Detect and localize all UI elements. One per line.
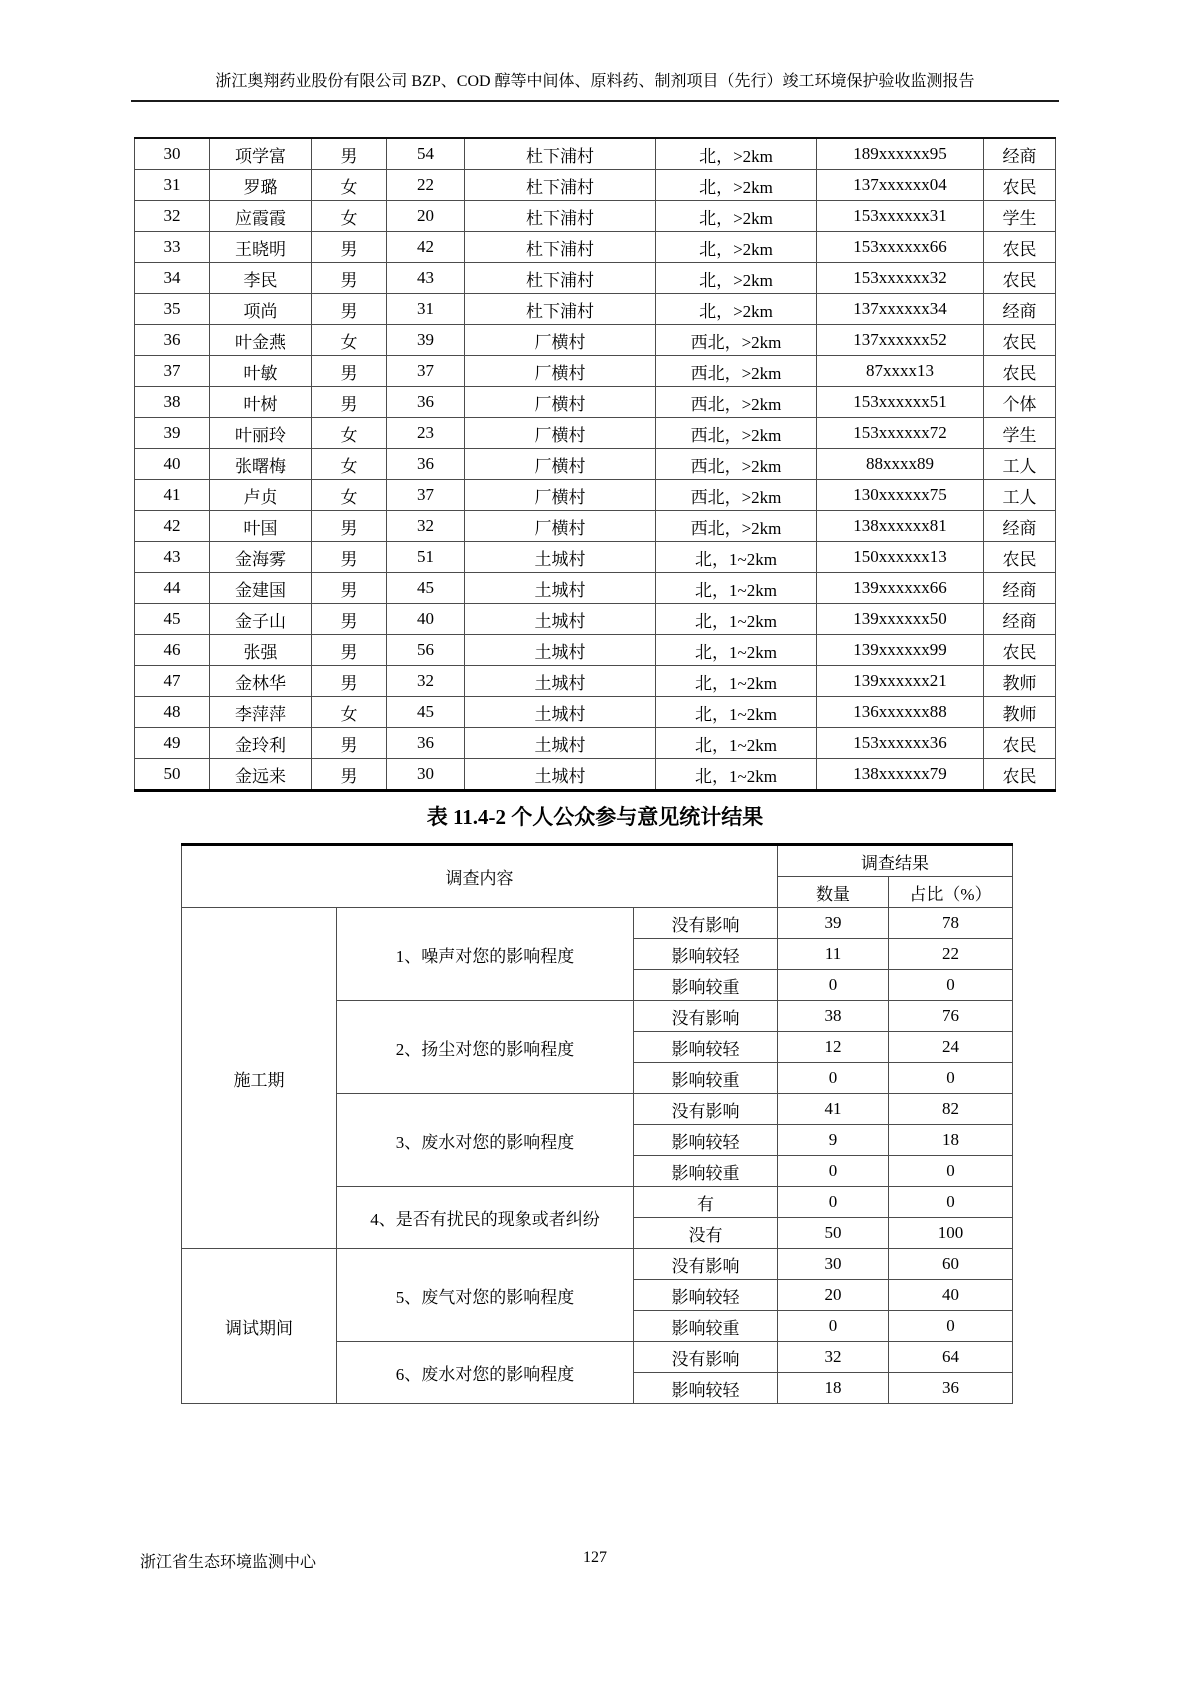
- cell-number: 30: [135, 138, 210, 170]
- cell-option: 影响较重: [634, 970, 778, 1001]
- cell-phone: 153xxxxxx51: [817, 387, 984, 418]
- cell-percent: 76: [889, 1001, 1013, 1032]
- table-row: [135, 635, 1056, 666]
- cell-gender: 男: [312, 759, 387, 791]
- cell-option: 影响较重: [634, 1311, 778, 1342]
- cell-count: 41: [778, 1094, 889, 1125]
- cell-direction-distance: 北，>2km: [656, 263, 817, 294]
- table-row: [135, 604, 1056, 635]
- cell-phone: 189xxxxxx95: [817, 138, 984, 170]
- cell-occupation: 农民: [984, 542, 1056, 573]
- cell-number: 39: [135, 418, 210, 449]
- cell-occupation: 农民: [984, 759, 1056, 791]
- cell-option: 影响较重: [634, 1156, 778, 1187]
- participants-table: [134, 137, 1056, 792]
- cell-name: 应霞霞: [210, 201, 312, 232]
- cell-age: 36: [387, 449, 465, 480]
- cell-number: 46: [135, 635, 210, 666]
- cell-age: 42: [387, 232, 465, 263]
- footer-organization: 浙江省生态环境监测中心: [140, 1554, 317, 1571]
- cell-count: 30: [778, 1249, 889, 1280]
- cell-village: 厂横村: [465, 418, 656, 449]
- cell-phone: 153xxxxxx31: [817, 201, 984, 232]
- cell-count: 11: [778, 939, 889, 970]
- cell-direction-distance: 北，>2km: [656, 201, 817, 232]
- cell-occupation: 经商: [984, 294, 1056, 325]
- cell-name: 金林华: [210, 666, 312, 697]
- cell-gender: 男: [312, 542, 387, 573]
- cell-name: 金子山: [210, 604, 312, 635]
- cell-phone: 137xxxxxx34: [817, 294, 984, 325]
- cell-number: 42: [135, 511, 210, 542]
- cell-name: 李民: [210, 263, 312, 294]
- cell-count: 0: [778, 970, 889, 1001]
- cell-count: 12: [778, 1032, 889, 1063]
- cell-occupation: 学生: [984, 201, 1056, 232]
- table-row: [135, 325, 1056, 356]
- cell-number: 43: [135, 542, 210, 573]
- cell-name: 李萍萍: [210, 697, 312, 728]
- table-row: [135, 728, 1056, 759]
- cell-gender: 男: [312, 666, 387, 697]
- cell-age: 39: [387, 325, 465, 356]
- cell-option: 影响较重: [634, 1063, 778, 1094]
- cell-number: 47: [135, 666, 210, 697]
- cell-percent: 64: [889, 1342, 1013, 1373]
- cell-percent: 82: [889, 1094, 1013, 1125]
- cell-phone: 153xxxxxx72: [817, 418, 984, 449]
- cell-name: 叶树: [210, 387, 312, 418]
- cell-count: 0: [778, 1156, 889, 1187]
- cell-count: 50: [778, 1218, 889, 1249]
- cell-direction-distance: 西北，>2km: [656, 449, 817, 480]
- cell-gender: 女: [312, 480, 387, 511]
- survey-table-body: [182, 908, 1013, 1404]
- cell-percent: 0: [889, 1063, 1013, 1094]
- cell-phone: 153xxxxxx36: [817, 728, 984, 759]
- cell-occupation: 经商: [984, 138, 1056, 170]
- cell-village: 杜下浦村: [465, 263, 656, 294]
- cell-phone: 139xxxxxx66: [817, 573, 984, 604]
- cell-age: 23: [387, 418, 465, 449]
- cell-count: 0: [778, 1187, 889, 1218]
- cell-name: 金远来: [210, 759, 312, 791]
- cell-percent: 40: [889, 1280, 1013, 1311]
- cell-village: 杜下浦村: [465, 294, 656, 325]
- survey-header-result: 调查结果: [778, 845, 1013, 877]
- cell-phone: 150xxxxxx13: [817, 542, 984, 573]
- cell-number: 44: [135, 573, 210, 604]
- cell-age: 20: [387, 201, 465, 232]
- cell-direction-distance: 北，1~2km: [656, 604, 817, 635]
- cell-number: 34: [135, 263, 210, 294]
- survey-header-percent: 占比（%）: [889, 877, 1013, 908]
- cell-name: 金海雾: [210, 542, 312, 573]
- survey-table: [181, 843, 1013, 1404]
- cell-gender: 男: [312, 387, 387, 418]
- cell-gender: 女: [312, 170, 387, 201]
- cell-gender: 女: [312, 201, 387, 232]
- cell-age: 30: [387, 759, 465, 791]
- cell-gender: 男: [312, 511, 387, 542]
- cell-question: 4、是否有扰民的现象或者纠纷: [337, 1187, 634, 1249]
- cell-occupation: 农民: [984, 170, 1056, 201]
- cell-direction-distance: 北，1~2km: [656, 542, 817, 573]
- cell-number: 40: [135, 449, 210, 480]
- cell-phone: 153xxxxxx32: [817, 263, 984, 294]
- cell-occupation: 农民: [984, 325, 1056, 356]
- cell-direction-distance: 西北，>2km: [656, 480, 817, 511]
- table-row: [135, 138, 1056, 170]
- cell-percent: 0: [889, 1156, 1013, 1187]
- cell-occupation: 农民: [984, 356, 1056, 387]
- table-row: [135, 759, 1056, 791]
- cell-gender: 男: [312, 294, 387, 325]
- cell-name: 项学富: [210, 138, 312, 170]
- survey-table-head: [182, 845, 1013, 908]
- cell-phone: 139xxxxxx50: [817, 604, 984, 635]
- cell-percent: 18: [889, 1125, 1013, 1156]
- cell-question: 6、废水对您的影响程度: [337, 1342, 634, 1404]
- cell-phone: 130xxxxxx75: [817, 480, 984, 511]
- cell-name: 金玲利: [210, 728, 312, 759]
- table-row: [135, 418, 1056, 449]
- table-row: [135, 511, 1056, 542]
- cell-village: 厂横村: [465, 356, 656, 387]
- cell-name: 金建国: [210, 573, 312, 604]
- cell-direction-distance: 西北，>2km: [656, 418, 817, 449]
- cell-name: 叶金燕: [210, 325, 312, 356]
- cell-option: 没有影响: [634, 1001, 778, 1032]
- cell-percent: 0: [889, 1187, 1013, 1218]
- cell-direction-distance: 北，1~2km: [656, 635, 817, 666]
- cell-occupation: 个体: [984, 387, 1056, 418]
- cell-age: 22: [387, 170, 465, 201]
- cell-phone: 153xxxxxx66: [817, 232, 984, 263]
- cell-occupation: 学生: [984, 418, 1056, 449]
- cell-direction-distance: 北，>2km: [656, 170, 817, 201]
- cell-option: 影响较轻: [634, 1125, 778, 1156]
- cell-occupation: 农民: [984, 635, 1056, 666]
- cell-number: 48: [135, 697, 210, 728]
- survey-table-title: 表 11.4-2 个人公众参与意见统计结果: [426, 805, 764, 829]
- table-row: [135, 480, 1056, 511]
- cell-option: 影响较轻: [634, 1373, 778, 1404]
- cell-direction-distance: 北，>2km: [656, 294, 817, 325]
- cell-age: 54: [387, 138, 465, 170]
- cell-name: 王晓明: [210, 232, 312, 263]
- cell-phone: 137xxxxxx04: [817, 170, 984, 201]
- cell-age: 45: [387, 697, 465, 728]
- cell-percent: 24: [889, 1032, 1013, 1063]
- table-row: [135, 263, 1056, 294]
- cell-direction-distance: 北，>2km: [656, 138, 817, 170]
- cell-number: 33: [135, 232, 210, 263]
- cell-gender: 男: [312, 728, 387, 759]
- cell-occupation: 工人: [984, 449, 1056, 480]
- cell-question: 3、废水对您的影响程度: [337, 1094, 634, 1187]
- cell-occupation: 农民: [984, 263, 1056, 294]
- cell-age: 36: [387, 728, 465, 759]
- cell-village: 杜下浦村: [465, 232, 656, 263]
- cell-village: 杜下浦村: [465, 170, 656, 201]
- table-row: [135, 201, 1056, 232]
- cell-phone: 139xxxxxx21: [817, 666, 984, 697]
- cell-direction-distance: 西北，>2km: [656, 356, 817, 387]
- cell-number: 37: [135, 356, 210, 387]
- table-row: [135, 232, 1056, 263]
- cell-name: 项尚: [210, 294, 312, 325]
- cell-phone: 139xxxxxx99: [817, 635, 984, 666]
- cell-number: 31: [135, 170, 210, 201]
- cell-village: 厂横村: [465, 480, 656, 511]
- cell-number: 35: [135, 294, 210, 325]
- cell-option: 影响较轻: [634, 1280, 778, 1311]
- cell-age: 32: [387, 511, 465, 542]
- cell-percent: 36: [889, 1373, 1013, 1404]
- cell-age: 36: [387, 387, 465, 418]
- cell-age: 32: [387, 666, 465, 697]
- cell-percent: 22: [889, 939, 1013, 970]
- cell-occupation: 教师: [984, 697, 1056, 728]
- cell-count: 18: [778, 1373, 889, 1404]
- table-row: [135, 294, 1056, 325]
- cell-question: 5、废气对您的影响程度: [337, 1249, 634, 1342]
- cell-age: 51: [387, 542, 465, 573]
- cell-direction-distance: 北，1~2km: [656, 759, 817, 791]
- cell-phone: 136xxxxxx88: [817, 697, 984, 728]
- cell-percent: 100: [889, 1218, 1013, 1249]
- cell-direction-distance: 北，1~2km: [656, 697, 817, 728]
- cell-number: 41: [135, 480, 210, 511]
- cell-village: 厂横村: [465, 387, 656, 418]
- footer-page-number: 127: [583, 1549, 607, 1566]
- cell-option: 有: [634, 1187, 778, 1218]
- cell-village: 土城村: [465, 666, 656, 697]
- cell-village: 土城村: [465, 604, 656, 635]
- cell-option: 没有影响: [634, 1249, 778, 1280]
- cell-direction-distance: 北，1~2km: [656, 573, 817, 604]
- cell-name: 罗璐: [210, 170, 312, 201]
- participants-table-body: [135, 138, 1056, 791]
- cell-direction-distance: 北，>2km: [656, 232, 817, 263]
- cell-name: 张强: [210, 635, 312, 666]
- cell-count: 38: [778, 1001, 889, 1032]
- cell-gender: 男: [312, 263, 387, 294]
- table-row: [135, 542, 1056, 573]
- cell-age: 40: [387, 604, 465, 635]
- survey-header-content: 调查内容: [182, 845, 778, 908]
- table-row: [135, 170, 1056, 201]
- cell-occupation: 教师: [984, 666, 1056, 697]
- cell-option: 影响较轻: [634, 1032, 778, 1063]
- cell-village: 土城村: [465, 573, 656, 604]
- table-row: [135, 387, 1056, 418]
- cell-village: 土城村: [465, 759, 656, 791]
- cell-option: 影响较轻: [634, 939, 778, 970]
- cell-option: 没有影响: [634, 908, 778, 939]
- cell-village: 杜下浦村: [465, 201, 656, 232]
- cell-count: 32: [778, 1342, 889, 1373]
- cell-age: 56: [387, 635, 465, 666]
- cell-name: 叶敏: [210, 356, 312, 387]
- cell-phone: 138xxxxxx79: [817, 759, 984, 791]
- table-row: [135, 666, 1056, 697]
- cell-age: 43: [387, 263, 465, 294]
- table-row: [135, 573, 1056, 604]
- cell-percent: 0: [889, 1311, 1013, 1342]
- cell-gender: 男: [312, 232, 387, 263]
- cell-gender: 男: [312, 635, 387, 666]
- cell-option: 没有: [634, 1218, 778, 1249]
- cell-direction-distance: 西北，>2km: [656, 511, 817, 542]
- cell-village: 厂横村: [465, 449, 656, 480]
- cell-percent: 60: [889, 1249, 1013, 1280]
- cell-option: 没有影响: [634, 1094, 778, 1125]
- cell-number: 49: [135, 728, 210, 759]
- survey-header-count: 数量: [778, 877, 889, 908]
- cell-occupation: 农民: [984, 232, 1056, 263]
- cell-occupation: 工人: [984, 480, 1056, 511]
- cell-gender: 女: [312, 418, 387, 449]
- table-row: [135, 449, 1056, 480]
- cell-number: 36: [135, 325, 210, 356]
- cell-name: 张曙梅: [210, 449, 312, 480]
- cell-option: 没有影响: [634, 1342, 778, 1373]
- cell-gender: 女: [312, 325, 387, 356]
- cell-direction-distance: 北，1~2km: [656, 728, 817, 759]
- cell-gender: 女: [312, 697, 387, 728]
- cell-gender: 男: [312, 573, 387, 604]
- cell-village: 厂横村: [465, 511, 656, 542]
- cell-count: 20: [778, 1280, 889, 1311]
- cell-phone: 88xxxx89: [817, 449, 984, 480]
- cell-age: 37: [387, 356, 465, 387]
- cell-village: 土城村: [465, 728, 656, 759]
- cell-number: 50: [135, 759, 210, 791]
- cell-name: 叶国: [210, 511, 312, 542]
- page-header-title: 浙江奥翔药业股份有限公司 BZP、COD 醇等中间体、原料药、制剂项目（先行）竣工环境保护验收监测报告: [131, 70, 1059, 102]
- cell-gender: 男: [312, 138, 387, 170]
- table-row: [135, 697, 1056, 728]
- cell-count: 9: [778, 1125, 889, 1156]
- cell-age: 37: [387, 480, 465, 511]
- cell-village: 厂横村: [465, 325, 656, 356]
- cell-gender: 男: [312, 604, 387, 635]
- survey-row: [182, 1249, 1013, 1280]
- cell-name: 卢贞: [210, 480, 312, 511]
- cell-question: 2、扬尘对您的影响程度: [337, 1001, 634, 1094]
- survey-row: [182, 908, 1013, 939]
- cell-occupation: 农民: [984, 728, 1056, 759]
- cell-count: 0: [778, 1311, 889, 1342]
- cell-period: 调试期间: [182, 1249, 337, 1404]
- cell-village: 土城村: [465, 635, 656, 666]
- cell-village: 杜下浦村: [465, 138, 656, 170]
- cell-period: 施工期: [182, 908, 337, 1249]
- cell-percent: 0: [889, 970, 1013, 1001]
- cell-phone: 137xxxxxx52: [817, 325, 984, 356]
- cell-gender: 女: [312, 449, 387, 480]
- cell-phone: 138xxxxxx81: [817, 511, 984, 542]
- cell-gender: 男: [312, 356, 387, 387]
- table-row: [135, 356, 1056, 387]
- cell-count: 39: [778, 908, 889, 939]
- cell-occupation: 经商: [984, 604, 1056, 635]
- cell-direction-distance: 北，1~2km: [656, 666, 817, 697]
- survey-header-row: [182, 845, 1013, 877]
- cell-number: 38: [135, 387, 210, 418]
- cell-count: 0: [778, 1063, 889, 1094]
- cell-direction-distance: 西北，>2km: [656, 325, 817, 356]
- cell-name: 叶丽玲: [210, 418, 312, 449]
- cell-direction-distance: 西北，>2km: [656, 387, 817, 418]
- cell-occupation: 经商: [984, 573, 1056, 604]
- cell-question: 1、噪声对您的影响程度: [337, 908, 634, 1001]
- cell-village: 土城村: [465, 697, 656, 728]
- cell-number: 32: [135, 201, 210, 232]
- cell-age: 31: [387, 294, 465, 325]
- cell-age: 45: [387, 573, 465, 604]
- cell-occupation: 经商: [984, 511, 1056, 542]
- cell-number: 45: [135, 604, 210, 635]
- cell-phone: 87xxxx13: [817, 356, 984, 387]
- cell-percent: 78: [889, 908, 1013, 939]
- cell-village: 土城村: [465, 542, 656, 573]
